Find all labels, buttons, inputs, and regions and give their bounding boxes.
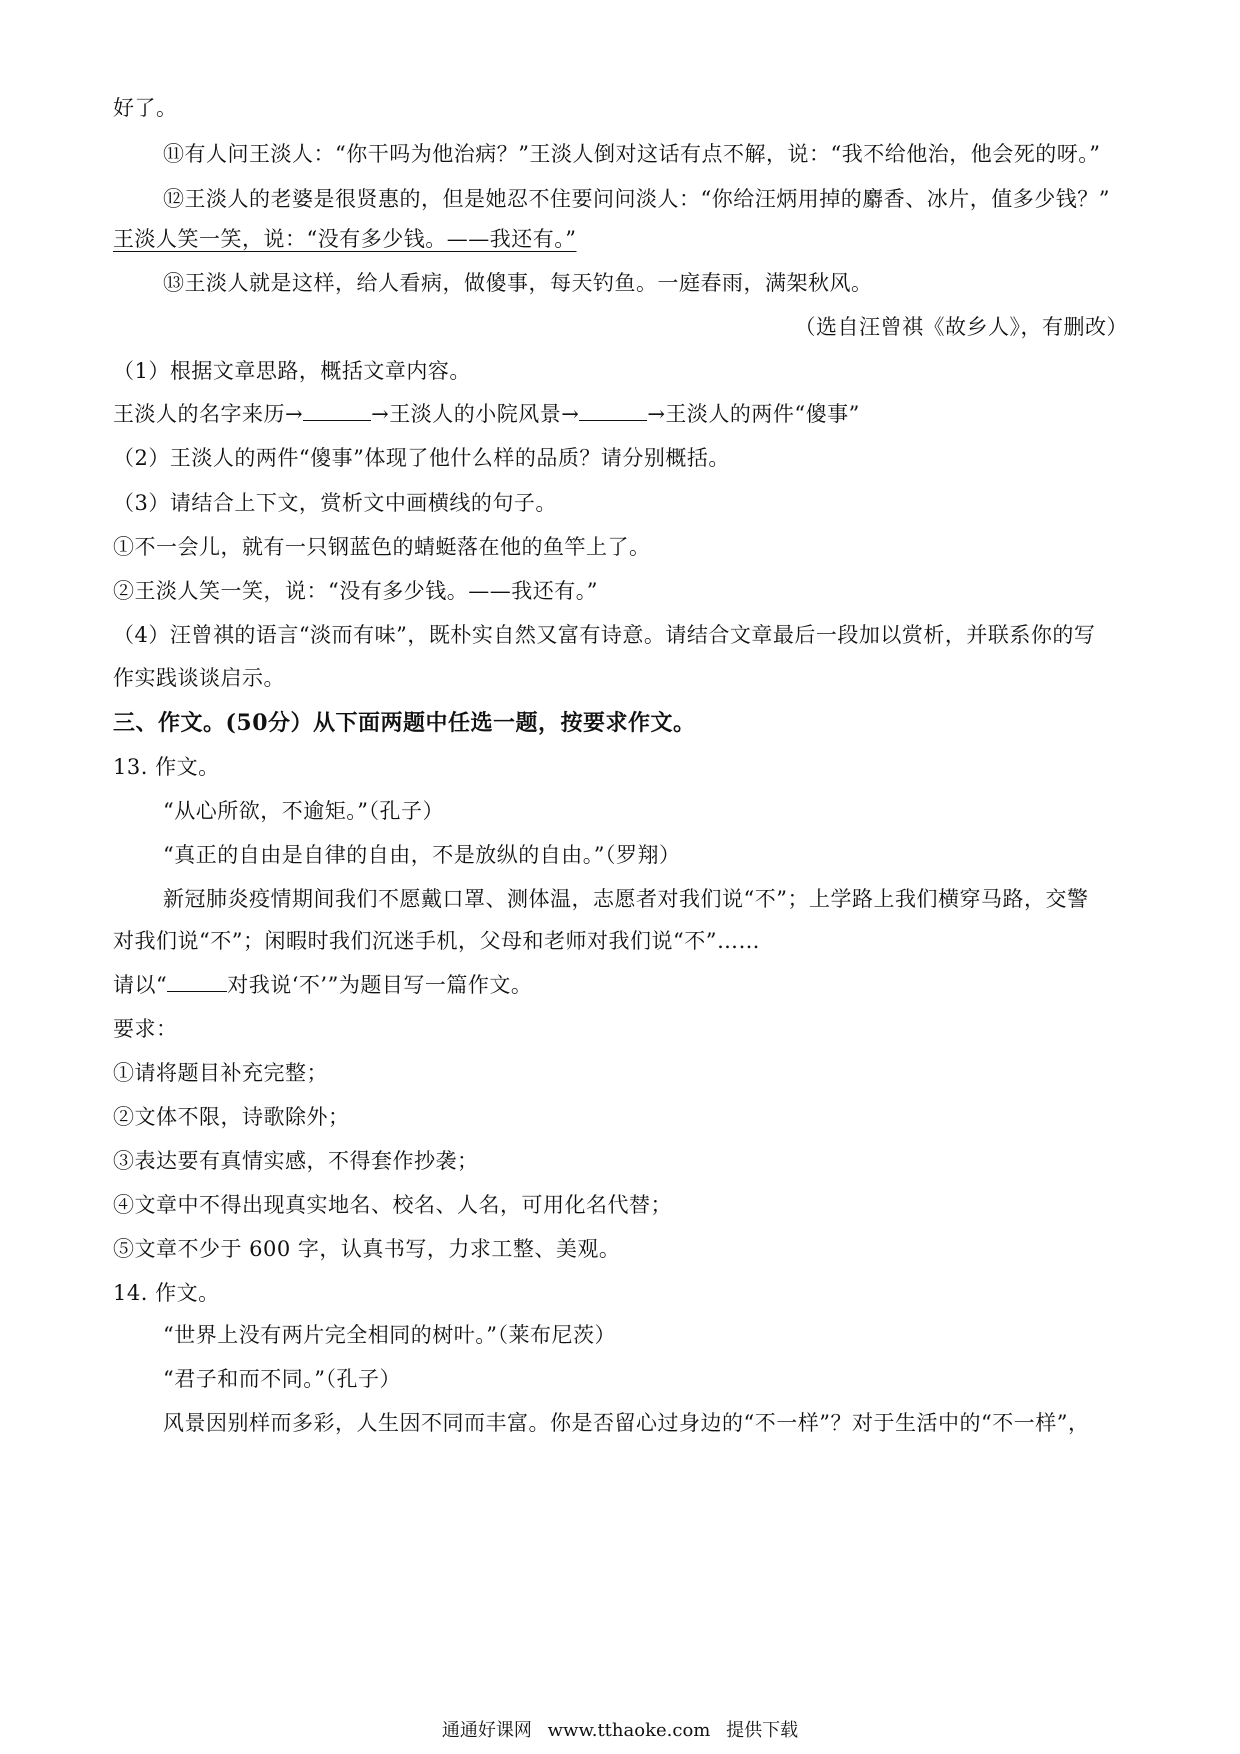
passage-p11: ⑪有人问王淡人：“你干吗为他治病？”王淡人倒对这话有点不解，说：“我不给他治，他会死的呀。” (163, 142, 1101, 166)
passage-p10-tail: 好了。 (113, 96, 178, 120)
footer-suffix: 提供下载 (726, 1720, 799, 1741)
essay-13-para-line2: 对我们说“不”；闲暇时我们沉迷手机，父母和老师对我们说“不”…… (113, 929, 760, 953)
essay-14-quote2: “君子和而不同。”（孔子） (163, 1367, 401, 1391)
title-blank[interactable] (167, 973, 227, 992)
answer-blank-2[interactable] (579, 402, 647, 421)
section-3-heading: 三、作文。(50分）从下面两题中任选一题，按要求作文。 (113, 710, 696, 736)
passage-p12-line2 (113, 224, 1128, 254)
essay-13-quote2: “真正的自由是自律的自由，不是放纵的自由。”（罗翔） (163, 843, 681, 867)
essay-13-quote1: “从心所欲，不逾矩。”（孔子） (163, 799, 444, 823)
question-3: （3）请结合上下文，赏析文中画横线的句子。 (113, 491, 557, 515)
essay-14-para-line1: 风景因别样而多彩，人生因不同而丰富。你是否留心过身边的“不一样”？对于生活中的“不一样”， (163, 1411, 1090, 1435)
requirement-2: ②文体不限，诗歌除外； (113, 1105, 350, 1129)
footer-site-name: 通通好课网 (441, 1720, 532, 1741)
prompt-after: 对我说‘不’”为题目写一篇作文。 (227, 973, 533, 997)
requirement-3: ③表达要有真情实感，不得套作抄袭； (113, 1149, 479, 1173)
passage-p13: ⑬王淡人就是这样，给人看病，做傻事，每天钓鱼。一庭春雨，满架秋风。 (163, 271, 873, 295)
answer-blank-1[interactable] (303, 402, 371, 421)
underlined-sentence: 王淡人笑一笑，说：“没有多少钱。——我还有。” (113, 227, 577, 251)
essay-13-title: 13. 作文。 (113, 755, 220, 779)
essay-14-title: 14. 作文。 (113, 1281, 220, 1305)
passage-p12-line1: ⑫王淡人的老婆是很贤惠的，但是她忍不住要问问淡人：“你给汪炳用掉的麝香、冰片，值多少钱？” (163, 187, 1110, 211)
question-4-line1: （4）汪曾祺的语言“淡而有味”，既朴实自然又富有诗意。请结合文章最后一段加以赏析，并联系你的写 (113, 623, 1096, 647)
prompt-before: 请以“ (113, 973, 168, 997)
essay-14-quote1: “世界上没有两片完全相同的树叶。”（莱布尼茨） (163, 1323, 616, 1347)
question-1: （1）根据文章思路，概括文章内容。 (113, 359, 471, 383)
flow-part1: 王淡人的名字来历→ (113, 402, 304, 426)
question-3-item1: ①不一会儿，就有一只钢蓝色的蜻蜓落在他的鱼竿上了。 (113, 535, 651, 559)
question-3-item2: ②王淡人笑一笑，说：“没有多少钱。——我还有。” (113, 579, 598, 603)
flow-part2: →王淡人的小院风景→ (371, 402, 580, 426)
essay-13-prompt (113, 970, 1128, 1000)
question-1-flow (113, 399, 1128, 429)
requirement-5: ⑤文章不少于 600 字，认真书写，力求工整、美观。 (113, 1237, 621, 1261)
question-4-line2: 作实践谈谈启示。 (113, 666, 285, 690)
requirement-4: ④文章中不得出现真实地名、校名、人名，可用化名代替； (113, 1193, 672, 1217)
flow-part3: →王淡人的两件“傻事” (647, 402, 860, 426)
question-2: （2）王淡人的两件“傻事”体现了他什么样的品质？请分别概括。 (113, 446, 730, 470)
requirements-label: 要求： (113, 1017, 178, 1041)
passage-source: （选自汪曾祺《故乡人》，有删改） (794, 315, 1128, 339)
essay-13-para-line1: 新冠肺炎疫情期间我们不愿戴口罩、测体温，志愿者对我们说“不”；上学路上我们横穿马路，交警 (163, 887, 1089, 911)
page-footer (0, 1718, 1240, 1744)
footer-url[interactable]: www.tthaoke.com (547, 1720, 711, 1741)
requirement-1: ①请将题目补充完整； (113, 1061, 328, 1085)
